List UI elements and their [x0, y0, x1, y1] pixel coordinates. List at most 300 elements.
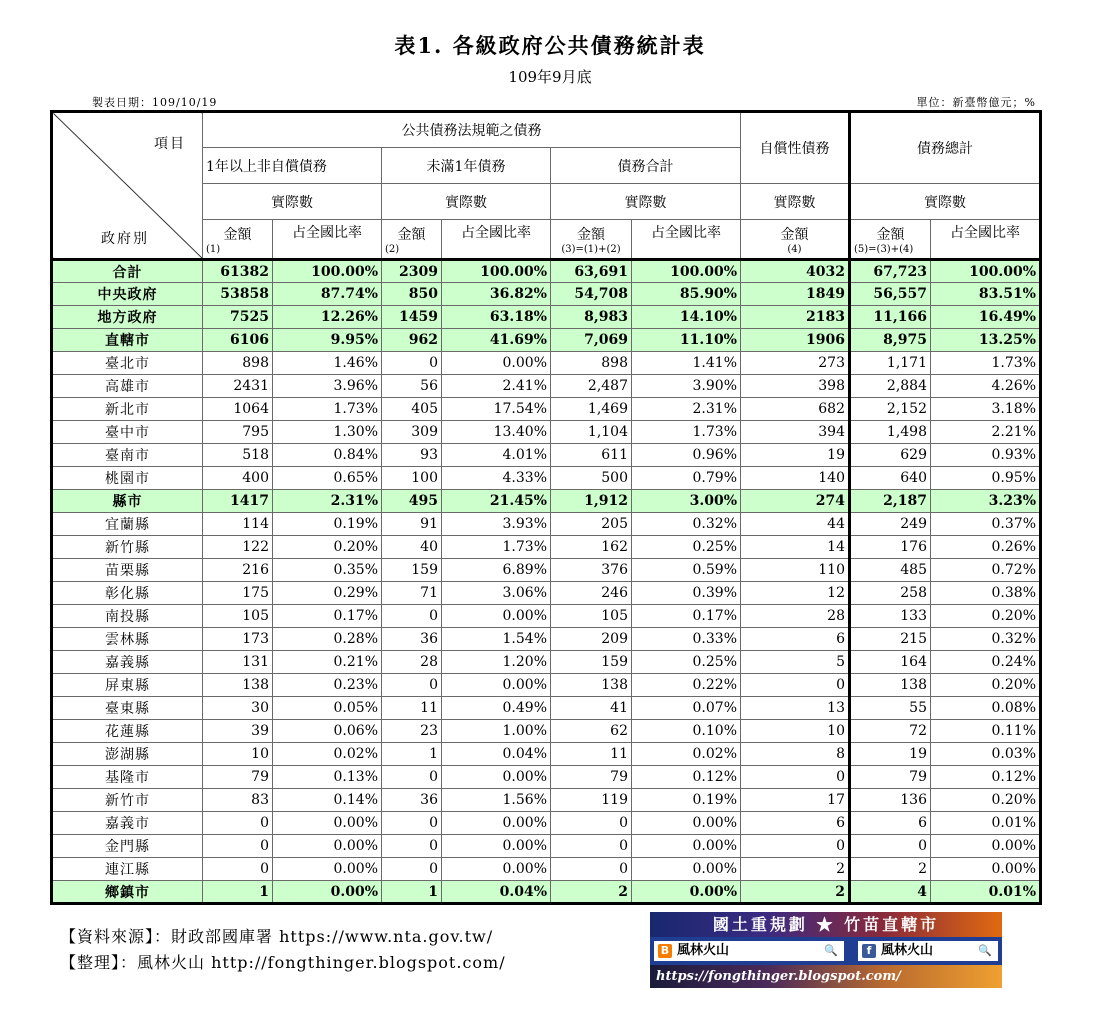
- header-actual-3: 實際數: [551, 184, 741, 220]
- cell-r3: 14.10%: [632, 306, 741, 329]
- cell-a2: 0: [382, 835, 442, 858]
- cell-r2: 1.00%: [442, 720, 551, 743]
- cell-a5: 164: [850, 651, 931, 674]
- cell-a3: 7,069: [551, 329, 632, 352]
- row-label: 南投縣: [52, 605, 203, 628]
- cell-a5: 249: [850, 513, 931, 536]
- cell-a1: 216: [203, 559, 273, 582]
- cell-r1: 87.74%: [273, 283, 382, 306]
- cell-a3: 0: [551, 812, 632, 835]
- table-row: [52, 329, 1041, 352]
- row-label: 嘉義縣: [52, 651, 203, 674]
- cell-r3: 0.17%: [632, 605, 741, 628]
- table-row: [52, 628, 1041, 651]
- source-note: 【資料來源】：財政部國庫署 https://www.nta.gov.tw/: [60, 927, 494, 946]
- cell-a4: 8: [741, 743, 850, 766]
- cell-r3: 0.96%: [632, 444, 741, 467]
- table-row: [52, 490, 1041, 513]
- table-row: [52, 812, 1041, 835]
- cell-r5: 100.00%: [931, 260, 1041, 283]
- cell-r3: 1.73%: [632, 421, 741, 444]
- row-label: 澎湖縣: [52, 743, 203, 766]
- cell-a2: 1: [382, 743, 442, 766]
- table-row: [52, 352, 1041, 375]
- cell-r2: 0.04%: [442, 743, 551, 766]
- cell-r5: 0.00%: [931, 835, 1041, 858]
- cell-a4: 17: [741, 789, 850, 812]
- cell-r2: 0.49%: [442, 697, 551, 720]
- cell-a5: 2,187: [850, 490, 931, 513]
- cell-a5: 2: [850, 858, 931, 881]
- header-actual-2: 實際數: [382, 184, 551, 220]
- cell-r5: 0.20%: [931, 605, 1041, 628]
- cell-a4: 274: [741, 490, 850, 513]
- cell-a1: 1: [203, 881, 273, 904]
- cell-a1: 400: [203, 467, 273, 490]
- header-amount-1: 金額 (1): [203, 220, 273, 260]
- cell-r5: 0.32%: [931, 628, 1041, 651]
- cell-a4: 273: [741, 352, 850, 375]
- cell-r1: 0.19%: [273, 513, 382, 536]
- cell-a4: 682: [741, 398, 850, 421]
- cell-a1: 2431: [203, 375, 273, 398]
- cell-a5: 2,152: [850, 398, 931, 421]
- cell-r2: 0.00%: [442, 835, 551, 858]
- blogger-search[interactable]: [654, 941, 844, 961]
- cell-r3: 11.10%: [632, 329, 741, 352]
- cell-r2: 0.00%: [442, 352, 551, 375]
- cell-r1: 0.29%: [273, 582, 382, 605]
- cell-r5: 0.37%: [931, 513, 1041, 536]
- page-title: 表1. 各級政府公共債務統計表: [394, 33, 706, 58]
- brand-slogan: 國土重規劃 ★ 竹苗直轄市: [650, 912, 1002, 937]
- cell-r1: 0.00%: [273, 835, 382, 858]
- table-row: [52, 766, 1041, 789]
- row-label: 金門縣: [52, 835, 203, 858]
- cell-r1: 0.00%: [273, 858, 382, 881]
- row-label: 中央政府: [52, 283, 203, 306]
- cell-a2: 93: [382, 444, 442, 467]
- cell-a2: 0: [382, 766, 442, 789]
- cell-a4: 6: [741, 628, 850, 651]
- row-label: 新竹縣: [52, 536, 203, 559]
- cell-r5: 0.20%: [931, 674, 1041, 697]
- table-row: [52, 743, 1041, 766]
- cell-a2: 0: [382, 858, 442, 881]
- cell-r1: 0.21%: [273, 651, 382, 674]
- cell-a5: 629: [850, 444, 931, 467]
- cell-a3: 1,912: [551, 490, 632, 513]
- cell-a2: 23: [382, 720, 442, 743]
- cell-a3: 898: [551, 352, 632, 375]
- cell-r5: 16.49%: [931, 306, 1041, 329]
- cell-a5: 56,557: [850, 283, 931, 306]
- header-col2: 未滿1年債務: [382, 148, 551, 184]
- table-row: [52, 536, 1041, 559]
- cell-a3: 162: [551, 536, 632, 559]
- cell-a5: 19: [850, 743, 931, 766]
- cell-a3: 611: [551, 444, 632, 467]
- search-icon: 🔍: [978, 944, 992, 957]
- row-label: 宜蘭縣: [52, 513, 203, 536]
- cell-a1: 138: [203, 674, 273, 697]
- row-label: 地方政府: [52, 306, 203, 329]
- cell-a5: 133: [850, 605, 931, 628]
- row-label: 苗栗縣: [52, 559, 203, 582]
- row-label: 直轄市: [52, 329, 203, 352]
- cell-a3: 2,487: [551, 375, 632, 398]
- cell-a3: 1,104: [551, 421, 632, 444]
- cell-a1: 0: [203, 835, 273, 858]
- cell-a5: 79: [850, 766, 931, 789]
- cell-r3: 1.41%: [632, 352, 741, 375]
- cell-a1: 6106: [203, 329, 273, 352]
- cell-a2: 28: [382, 651, 442, 674]
- cell-r2: 0.00%: [442, 766, 551, 789]
- cell-r5: 3.18%: [931, 398, 1041, 421]
- header-amount-2: 金額 (2): [382, 220, 442, 260]
- cell-a5: 2,884: [850, 375, 931, 398]
- cell-r5: 0.12%: [931, 766, 1041, 789]
- cell-r2: 0.00%: [442, 812, 551, 835]
- header-actual-5: 實際數: [850, 184, 1041, 220]
- cell-a4: 110: [741, 559, 850, 582]
- cell-a2: 159: [382, 559, 442, 582]
- cell-a3: 8,983: [551, 306, 632, 329]
- cell-a3: 1,469: [551, 398, 632, 421]
- brand-url[interactable]: https://fongthinger.blogspot.com/: [650, 965, 1002, 988]
- cell-a4: 2: [741, 858, 850, 881]
- table-row: [52, 398, 1041, 421]
- row-label: 縣市: [52, 490, 203, 513]
- row-label: 鄉鎮市: [52, 881, 203, 904]
- cell-r2: 13.40%: [442, 421, 551, 444]
- cell-a1: 0: [203, 858, 273, 881]
- cell-r2: 0.00%: [442, 858, 551, 881]
- cell-a3: 63,691: [551, 260, 632, 283]
- cell-r5: 0.03%: [931, 743, 1041, 766]
- cell-r1: 3.96%: [273, 375, 382, 398]
- cell-a3: 62: [551, 720, 632, 743]
- cell-r1: 0.02%: [273, 743, 382, 766]
- cell-a4: 394: [741, 421, 850, 444]
- compiled-note: 【整理】：風林火山 http://fongthinger.blogspot.com/: [60, 953, 506, 972]
- header-ratio-5: 占全國比率: [931, 220, 1041, 260]
- cell-r1: 0.14%: [273, 789, 382, 812]
- table-row: [52, 444, 1041, 467]
- cell-r1: 2.31%: [273, 490, 382, 513]
- table-row: [52, 559, 1041, 582]
- cell-r1: 0.00%: [273, 812, 382, 835]
- cell-r2: 100.00%: [442, 260, 551, 283]
- cell-a5: 136: [850, 789, 931, 812]
- date-label: 製表日期：109/10/19: [92, 96, 218, 109]
- cell-a4: 28: [741, 605, 850, 628]
- cell-a4: 2: [741, 881, 850, 904]
- blogger-icon: B: [658, 944, 672, 958]
- cell-a3: 119: [551, 789, 632, 812]
- row-label: 基隆市: [52, 766, 203, 789]
- table-row: [52, 605, 1041, 628]
- cell-a5: 485: [850, 559, 931, 582]
- table-row: [52, 375, 1041, 398]
- cell-a5: 67,723: [850, 260, 931, 283]
- table-row: [52, 260, 1041, 283]
- cell-r1: 0.35%: [273, 559, 382, 582]
- cell-a1: 53858: [203, 283, 273, 306]
- cell-a2: 40: [382, 536, 442, 559]
- row-label: 臺南市: [52, 444, 203, 467]
- cell-r3: 0.33%: [632, 628, 741, 651]
- header-law-group: 公共債務法規範之債務: [203, 112, 741, 148]
- cell-r3: 0.07%: [632, 697, 741, 720]
- cell-a5: 55: [850, 697, 931, 720]
- cell-a1: 518: [203, 444, 273, 467]
- cell-a3: 246: [551, 582, 632, 605]
- cell-a4: 140: [741, 467, 850, 490]
- cell-a1: 898: [203, 352, 273, 375]
- row-label: 屏東縣: [52, 674, 203, 697]
- cell-a2: 495: [382, 490, 442, 513]
- cell-a1: 122: [203, 536, 273, 559]
- cell-a4: 398: [741, 375, 850, 398]
- header-amount-5: 金額 (5)=(3)+(4): [850, 220, 931, 260]
- cell-r2: 0.00%: [442, 605, 551, 628]
- cell-r1: 0.06%: [273, 720, 382, 743]
- cell-a2: 962: [382, 329, 442, 352]
- cell-a3: 105: [551, 605, 632, 628]
- cell-r3: 2.31%: [632, 398, 741, 421]
- cell-r2: 63.18%: [442, 306, 551, 329]
- header-ratio-2: 占全國比率: [442, 220, 551, 260]
- cell-a1: 131: [203, 651, 273, 674]
- cell-a3: 54,708: [551, 283, 632, 306]
- cell-a3: 41: [551, 697, 632, 720]
- table-row: [52, 835, 1041, 858]
- cell-r3: 85.90%: [632, 283, 741, 306]
- blog-name: 風林火山: [677, 943, 730, 958]
- header-total: 債務總計: [850, 112, 1041, 184]
- cell-a1: 114: [203, 513, 273, 536]
- cell-r3: 0.22%: [632, 674, 741, 697]
- cell-r5: 0.26%: [931, 536, 1041, 559]
- cell-a4: 1849: [741, 283, 850, 306]
- cell-r5: 83.51%: [931, 283, 1041, 306]
- brand-search-bar: [650, 937, 1002, 965]
- cell-r5: 0.11%: [931, 720, 1041, 743]
- cell-a3: 138: [551, 674, 632, 697]
- cell-r3: 0.00%: [632, 858, 741, 881]
- cell-a4: 0: [741, 766, 850, 789]
- cell-r1: 0.00%: [273, 881, 382, 904]
- cell-r2: 36.82%: [442, 283, 551, 306]
- row-label: 臺北市: [52, 352, 203, 375]
- cell-r1: 1.73%: [273, 398, 382, 421]
- cell-r5: 0.00%: [931, 858, 1041, 881]
- cell-r1: 0.20%: [273, 536, 382, 559]
- cell-a2: 309: [382, 421, 442, 444]
- cell-r1: 0.05%: [273, 697, 382, 720]
- cell-r2: 0.04%: [442, 881, 551, 904]
- debt-table: [50, 110, 1042, 905]
- cell-r5: 13.25%: [931, 329, 1041, 352]
- cell-a2: 11: [382, 697, 442, 720]
- cell-r1: 1.46%: [273, 352, 382, 375]
- cell-r3: 0.12%: [632, 766, 741, 789]
- cell-r3: 0.25%: [632, 536, 741, 559]
- cell-r2: 0.00%: [442, 674, 551, 697]
- cell-r2: 1.73%: [442, 536, 551, 559]
- cell-a1: 79: [203, 766, 273, 789]
- cell-a5: 4: [850, 881, 931, 904]
- cell-r5: 0.01%: [931, 881, 1041, 904]
- cell-r3: 3.90%: [632, 375, 741, 398]
- search-icon: 🔍: [824, 944, 838, 957]
- row-label: 高雄市: [52, 375, 203, 398]
- row-label: 新竹市: [52, 789, 203, 812]
- cell-r1: 12.26%: [273, 306, 382, 329]
- table-row: [52, 513, 1041, 536]
- table-body: [52, 260, 1041, 904]
- row-label: 桃園市: [52, 467, 203, 490]
- cell-a5: 0: [850, 835, 931, 858]
- cell-a2: 100: [382, 467, 442, 490]
- table-row: [52, 651, 1041, 674]
- cell-a4: 12: [741, 582, 850, 605]
- header-amount-3: 金額 (3)=(1)+(2): [551, 220, 632, 260]
- cell-a2: 0: [382, 812, 442, 835]
- cell-r2: 4.33%: [442, 467, 551, 490]
- cell-a1: 795: [203, 421, 273, 444]
- cell-r1: 0.17%: [273, 605, 382, 628]
- facebook-search[interactable]: [858, 941, 998, 961]
- brand-banner: [650, 912, 1002, 988]
- cell-a2: 0: [382, 605, 442, 628]
- header-self-liquidating: 自償性債務: [741, 112, 850, 184]
- cell-a5: 640: [850, 467, 931, 490]
- cell-r2: 6.89%: [442, 559, 551, 582]
- cell-a1: 0: [203, 812, 273, 835]
- cell-r5: 3.23%: [931, 490, 1041, 513]
- cell-a1: 30: [203, 697, 273, 720]
- cell-r5: 0.72%: [931, 559, 1041, 582]
- table-row: [52, 881, 1041, 904]
- cell-a3: 11: [551, 743, 632, 766]
- cell-a4: 44: [741, 513, 850, 536]
- cell-r3: 0.59%: [632, 559, 741, 582]
- cell-a3: 79: [551, 766, 632, 789]
- cell-r2: 17.54%: [442, 398, 551, 421]
- cell-a5: 215: [850, 628, 931, 651]
- cell-a4: 0: [741, 674, 850, 697]
- cell-a1: 173: [203, 628, 273, 651]
- header-item-label: 項目: [154, 136, 186, 152]
- header-corner: [52, 112, 203, 260]
- cell-a2: 71: [382, 582, 442, 605]
- cell-a5: 138: [850, 674, 931, 697]
- header-col3: 債務合計: [551, 148, 741, 184]
- cell-a2: 405: [382, 398, 442, 421]
- cell-a1: 83: [203, 789, 273, 812]
- cell-a5: 1,171: [850, 352, 931, 375]
- cell-a1: 1417: [203, 490, 273, 513]
- table-row: [52, 697, 1041, 720]
- cell-a4: 5: [741, 651, 850, 674]
- cell-a5: 176: [850, 536, 931, 559]
- table-row: [52, 789, 1041, 812]
- header-col1: 1年以上非自償債務: [203, 148, 382, 184]
- cell-r5: 0.24%: [931, 651, 1041, 674]
- cell-a4: 19: [741, 444, 850, 467]
- cell-r3: 0.25%: [632, 651, 741, 674]
- cell-r3: 3.00%: [632, 490, 741, 513]
- cell-a4: 6: [741, 812, 850, 835]
- cell-a2: 91: [382, 513, 442, 536]
- cell-r5: 1.73%: [931, 352, 1041, 375]
- cell-a4: 1906: [741, 329, 850, 352]
- cell-r5: 0.38%: [931, 582, 1041, 605]
- cell-a5: 1,498: [850, 421, 931, 444]
- cell-a5: 11,166: [850, 306, 931, 329]
- unit-label: 單位：新臺幣億元；%: [916, 96, 1036, 109]
- cell-r2: 3.06%: [442, 582, 551, 605]
- cell-r3: 0.02%: [632, 743, 741, 766]
- header-amount-4: 金額 (4): [741, 220, 850, 260]
- cell-r5: 0.20%: [931, 789, 1041, 812]
- table-row: [52, 582, 1041, 605]
- row-label: 嘉義市: [52, 812, 203, 835]
- cell-a3: 0: [551, 835, 632, 858]
- cell-a2: 1459: [382, 306, 442, 329]
- cell-a2: 36: [382, 628, 442, 651]
- cell-a2: 56: [382, 375, 442, 398]
- cell-a1: 61382: [203, 260, 273, 283]
- cell-r1: 1.30%: [273, 421, 382, 444]
- cell-a2: 0: [382, 674, 442, 697]
- cell-a2: 1: [382, 881, 442, 904]
- cell-r3: 0.79%: [632, 467, 741, 490]
- cell-r2: 1.20%: [442, 651, 551, 674]
- cell-a4: 0: [741, 835, 850, 858]
- table-row: [52, 858, 1041, 881]
- cell-r5: 2.21%: [931, 421, 1041, 444]
- cell-r3: 0.00%: [632, 835, 741, 858]
- cell-a1: 105: [203, 605, 273, 628]
- cell-a1: 7525: [203, 306, 273, 329]
- header-actual-4: 實際數: [741, 184, 850, 220]
- row-label: 雲林縣: [52, 628, 203, 651]
- row-label: 臺中市: [52, 421, 203, 444]
- cell-a4: 10: [741, 720, 850, 743]
- header-ratio-1: 占全國比率: [273, 220, 382, 260]
- header-gov-label: 政府別: [101, 231, 149, 247]
- cell-r5: 0.08%: [931, 697, 1041, 720]
- cell-r1: 0.23%: [273, 674, 382, 697]
- cell-a5: 8,975: [850, 329, 931, 352]
- header-ratio-3: 占全國比率: [632, 220, 741, 260]
- cell-r1: 0.28%: [273, 628, 382, 651]
- cell-r3: 0.19%: [632, 789, 741, 812]
- cell-a5: 258: [850, 582, 931, 605]
- cell-a5: 6: [850, 812, 931, 835]
- cell-r1: 0.65%: [273, 467, 382, 490]
- table-row: [52, 720, 1041, 743]
- cell-a4: 4032: [741, 260, 850, 283]
- cell-r2: 2.41%: [442, 375, 551, 398]
- cell-a2: 36: [382, 789, 442, 812]
- cell-r5: 0.01%: [931, 812, 1041, 835]
- cell-r1: 0.13%: [273, 766, 382, 789]
